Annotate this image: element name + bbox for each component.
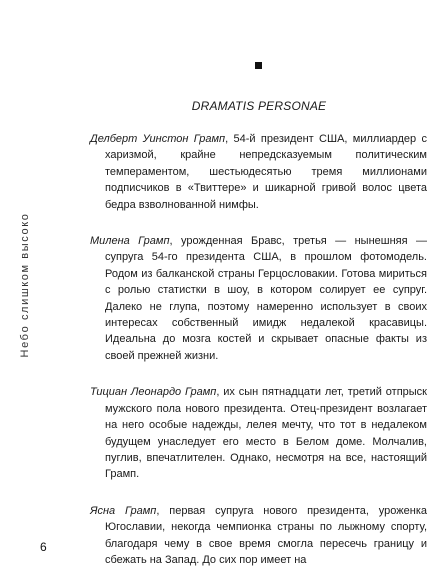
character-name: Делберт Уинстон Грамп	[90, 133, 226, 145]
character-name: Милена Грамп	[90, 235, 170, 248]
character-entry	[90, 131, 427, 213]
character-list	[90, 131, 427, 588]
character-entry	[90, 384, 427, 482]
character-description: , урожденная Бравс, третья — нынешняя — супруга 54-го президента США, в прошлом фотомодель. Родом из балканской страны Герцословакии. Готова мириться с ролью статистки в шоу, в котором солирует ее супруг. Далеко не глупа, поэтому намеренно использует в своих интересах собственный имидж недалекой красавицы. Идеальна до мозга костей и скрывает опасные факты из своей прежней жизни.	[105, 235, 427, 362]
character-description: , их сын пятнадцати лет, третий отпрыск мужского пола нового президента. Отец-президент возлагает на него особые надежды, лелея мечту, что тот в недалеком будущем унаследует его место в Белом доме. Молчалив, пуглив, впечатлителен. Однако, несмотря на все, настоящий Грамп.	[105, 386, 427, 481]
section-ornament-square	[255, 62, 262, 69]
character-description: , 54-й президент США, миллиардер с харизмой, крайне непредсказуемым политическим темпераментом, шестьюдесятью тремя миллионами подписчиков в «Твиттере» и шикарной гривой волос цвета бедра взволнованной нимфы.	[105, 133, 427, 211]
running-head-text: Небо слишком высоко	[19, 212, 31, 358]
character-name: Тициан Леонардо Грамп	[90, 386, 217, 399]
character-entry	[90, 233, 427, 364]
section-title: DRAMATIS PERSONAE	[191, 99, 327, 113]
character-entry	[90, 503, 427, 569]
character-name: Ясна Грамп	[90, 504, 157, 517]
character-description: , первая супруга нового президента, уроженка Югославии, некогда чемпионка страны по лыжному спорту, благодаря чему в свое время смогла пересечь границу и сбежать на Запад. До сих пор имеет на	[105, 504, 427, 566]
page-number: 6	[40, 540, 47, 554]
